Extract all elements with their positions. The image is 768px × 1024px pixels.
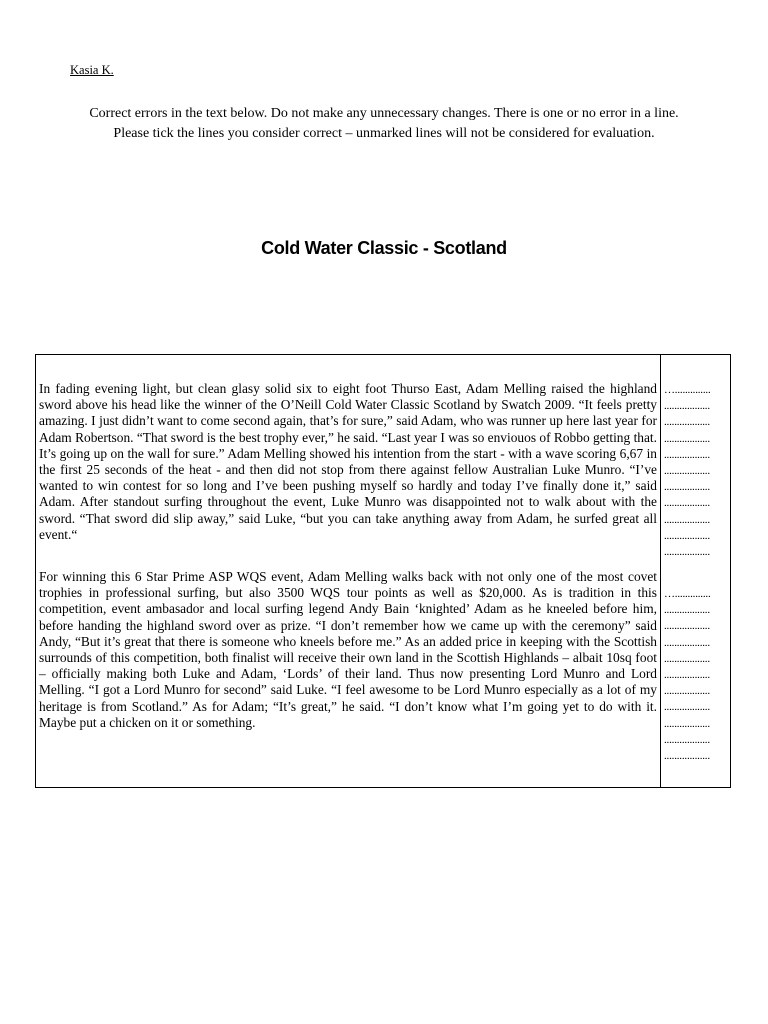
tick-line[interactable]: .................. [664, 685, 710, 698]
text-column [39, 381, 657, 731]
tick-line[interactable]: .................. [664, 717, 710, 730]
tick-line[interactable]: .................. [664, 513, 710, 526]
exercise-table [35, 354, 731, 788]
tick-line[interactable]: .................. [664, 448, 710, 461]
paragraph-1: In fading evening light, but clean glasy solid six to eight foot Thurso East, Adam Melling raised the highland sword above his head like the winner of the O’Neill Cold Water Classic Scotland by Swatch 2009. “It feels pretty amazing. I just didn’t want to come second again, that’s for sure,” said Adam, who was runner up here last year for Adam Robertson. “That sword is the best trophy ever,” he said. “Last year I was so enviouos of Robbo getting that. It’s going up on the wall for sure.” Adam Melling showed his intention from the start - with a wave scoring 6,67 in the first 25 seconds of the heat - and then did not stop from there against fellow Australian Luke Munro. “I’ve wanted to win contest for so long and I’ve been pushing myself so hardly and today I’ve finally done it,” said Adam. After standout surfing throughout the event, Luke Munro was disappointed not to walk about with the sword. “That sword did slip away,” said Luke, “but you can take anything away from Adam, he surfed great all event.“ [39, 381, 657, 542]
tick-line[interactable]: .................. [664, 669, 710, 681]
instruction-line-1: Correct errors in the text below. Do not make any unnecessary changes. There is one or no error in a line. [89, 106, 679, 121]
tick-line[interactable]: ….............. [664, 588, 711, 601]
instructions [70, 106, 698, 146]
tick-line[interactable]: .................. [664, 620, 710, 633]
author-name: Kasia K. [70, 63, 114, 77]
tick-column [664, 382, 728, 764]
tick-line[interactable]: .................. [664, 749, 710, 762]
tick-line[interactable]: .................. [664, 733, 710, 746]
paragraph-2: For winning this 6 Star Prime ASP WQS event, Adam Melling walks back with not only one of the most covet trophies in professional surfing, but also 3500 WQS tour points as well as $20,000. As is tradition in this competition, event ambasador and local surfing legend Andy Bain ‘knighted’ Adam as he kneeled before him, before handing the highland sword over as prize. “I don’t remember how we came up with the ceremony” said Andy, “But it’s great that there is someone who kneels before me.” As an added price in keeping with the Scottish surrounds of this competition, both finalist will receive their own land in the Scottish Highlands – albait 10sq foot – officially making both Luke and Adam, ‘Lords’ of their land. Thus now presenting Lord Munro and Lord Melling. “I got a Lord Munro for second” said Luke. “I feel awesome to be Lord Munro especially as a lot of my heritage is from Scotland.” As for Adam; “It’s great,” he said. “I don’t know what I’m going yet to do with it. Maybe put a chicken on it or something. [39, 569, 657, 730]
tick-line[interactable]: .................. [664, 604, 710, 617]
tick-line[interactable]: .................. [664, 636, 710, 649]
tick-line[interactable]: .................. [664, 545, 710, 558]
tick-line[interactable]: .................. [664, 400, 710, 413]
tick-line[interactable]: .................. [664, 432, 710, 445]
tick-line[interactable]: .................. [664, 497, 710, 510]
tick-line[interactable]: .................. [664, 481, 710, 494]
tick-line[interactable]: .................. [664, 652, 710, 665]
tick-gap [664, 560, 728, 586]
tick-line[interactable]: .................. [664, 529, 710, 542]
tick-line[interactable]: .................. [664, 416, 710, 429]
document-title: Cold Water Classic - Scotland [261, 238, 507, 258]
tick-line[interactable]: .................. [664, 464, 710, 477]
column-divider [660, 355, 661, 787]
tick-line[interactable]: .................. [664, 701, 710, 714]
instruction-line-2: Please tick the lines you consider correct – unmarked lines will not be considered for evaluation. [113, 126, 655, 141]
tick-line[interactable]: ….............. [664, 384, 711, 396]
